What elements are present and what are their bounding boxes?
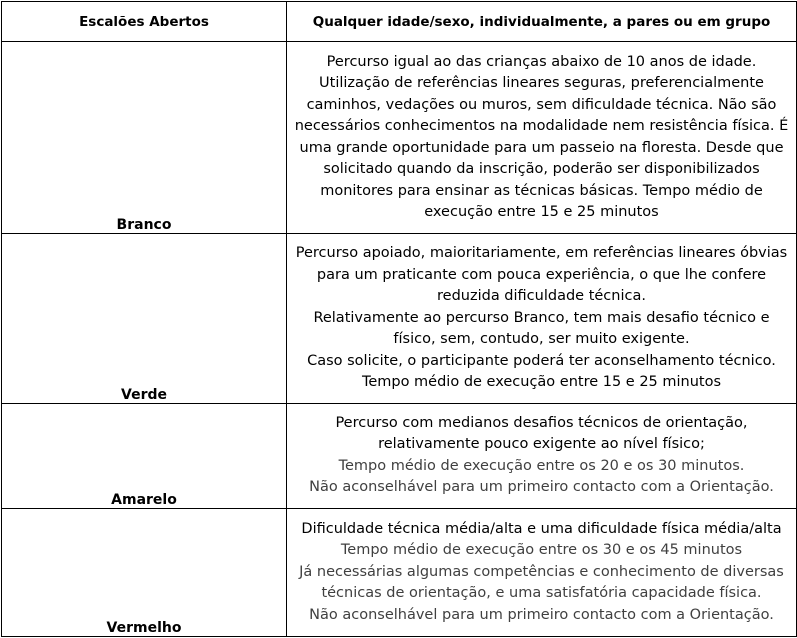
description-line: Tempo médio de execução entre os 30 e os 45 minutos: [340, 542, 743, 559]
table-header-row: [2, 2, 797, 42]
description-line: Caso solicite, o participante poderá ter aconselhamento técnico.: [307, 352, 776, 369]
description-line: Não aconselhável para um primeiro contacto com a Orientação.: [309, 606, 774, 623]
description-line: Dificuldade técnica média/alta e uma dificuldade física média/alta: [301, 520, 782, 537]
description-line: físico, sem, contudo, ser muito exigente.: [393, 331, 690, 348]
description-line: relativamente pouco exigente ao nível físico;: [378, 436, 705, 453]
header-open-levels: Escalões Abertos: [2, 2, 287, 42]
level-description-verde: [287, 234, 797, 403]
level-name-verde: Verde: [2, 234, 287, 403]
table-row: [2, 42, 797, 234]
level-description-branco: [287, 42, 797, 234]
table-row: [2, 508, 797, 636]
description-line: Percurso igual ao das crianças abaixo de 10 anos de idade.: [326, 53, 757, 70]
level-description-vermelho: [287, 508, 797, 636]
description-line: Relativamente ao percurso Branco, tem mais desafio técnico e: [313, 309, 770, 326]
level-description-amarelo: [287, 403, 797, 508]
level-name-branco: Branco: [2, 42, 287, 234]
description-line: Percurso apoiado, maioritariamente, em referências lineares óbvias: [295, 245, 788, 262]
description-line: reduzida dificuldade técnica.: [437, 288, 646, 305]
description-line: Já necessárias algumas competências e conhecimento de diversas: [299, 563, 784, 580]
level-name-vermelho: Vermelho: [2, 508, 287, 636]
description-line: execução entre 15 e 25 minutos: [424, 204, 659, 221]
level-name-amarelo: Amarelo: [2, 403, 287, 508]
description-line: solicitado quando da inscrição, poderão ser disponibilizados: [323, 161, 760, 178]
description-line: técnicas de orientação, e uma satisfatória capacidade física.: [321, 585, 762, 602]
description-line: Não aconselhável para um primeiro contacto com a Orientação.: [309, 479, 774, 496]
description-line: para um praticante com pouca experiência, o que lhe confere: [316, 266, 767, 283]
description-line: necessários conhecimentos na modalidade nem resistência física. É: [294, 118, 789, 135]
description-line: Percurso com medianos desafios técnicos de orientação,: [335, 414, 748, 431]
table-row: [2, 403, 797, 508]
description-line: Utilização de referências lineares seguras, preferencialmente: [319, 75, 764, 92]
description-line: Tempo médio de execução entre 15 e 25 minutos: [361, 374, 722, 391]
description-line: uma grande oportunidade para um passeio na floresta. Desde que: [299, 139, 784, 156]
table-row: [2, 234, 797, 403]
description-line: monitores para ensinar as técnicas básicas. Tempo médio de: [320, 182, 763, 199]
description-line: Tempo médio de execução entre os 20 e os 30 minutos.: [338, 457, 745, 474]
levels-table: [1, 1, 797, 637]
description-line: caminhos, vedações ou muros, sem dificuldade técnica. Não são: [306, 96, 777, 113]
header-description: Qualquer idade/sexo, individualmente, a pares ou em grupo: [287, 2, 797, 42]
